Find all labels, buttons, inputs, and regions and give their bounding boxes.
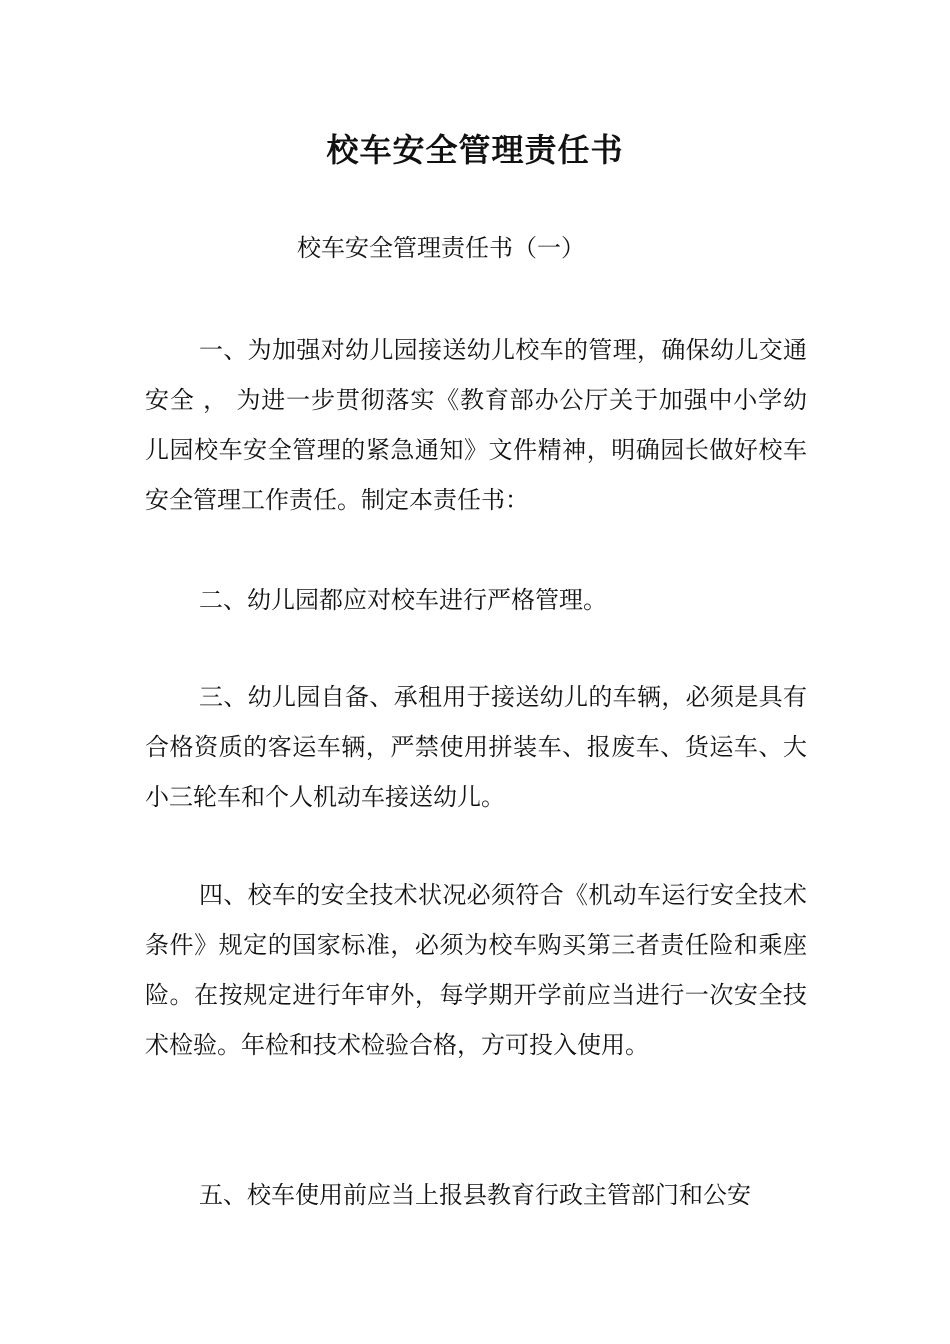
document-title: 校车安全管理责任书 — [326, 131, 624, 169]
document-subtitle: 校车安全管理责任书（一） — [297, 234, 585, 262]
paragraph-3: 三、幼儿园自备、承租用于接送幼儿的车辆，必须是具有合格资质的客运车辆，严禁使用拼装车、报废车、货运车、大小三轮车和个人机动车接送幼儿。 — [145, 683, 807, 811]
paragraph-4: 四、校车的安全技术状况必须符合《机动车运行安全技术条件》规定的国家标准，必须为校车购买第三者责任险和乘座险。在按规定进行年审外，每学期开学前应当进行一次安全技术检验。年检和技术检验合格，方可投入使用。 — [145, 881, 807, 1059]
paragraph-1: 一、为加强对幼儿园接送幼儿校车的管理，确保幼儿交通安全 ， 为进一步贯彻落实《教育部办公厅关于加强中小学幼儿园校车安全管理的紧急通知》文件精神，明确园长做好校车安全管理工作责任。制定本责任书： — [145, 336, 807, 514]
paragraph-2: 二、幼儿园都应对校车进行严格管理。 — [199, 586, 607, 614]
paragraph-5: 五、校车使用前应当上报县教育行政主管部门和公安 — [199, 1181, 751, 1209]
